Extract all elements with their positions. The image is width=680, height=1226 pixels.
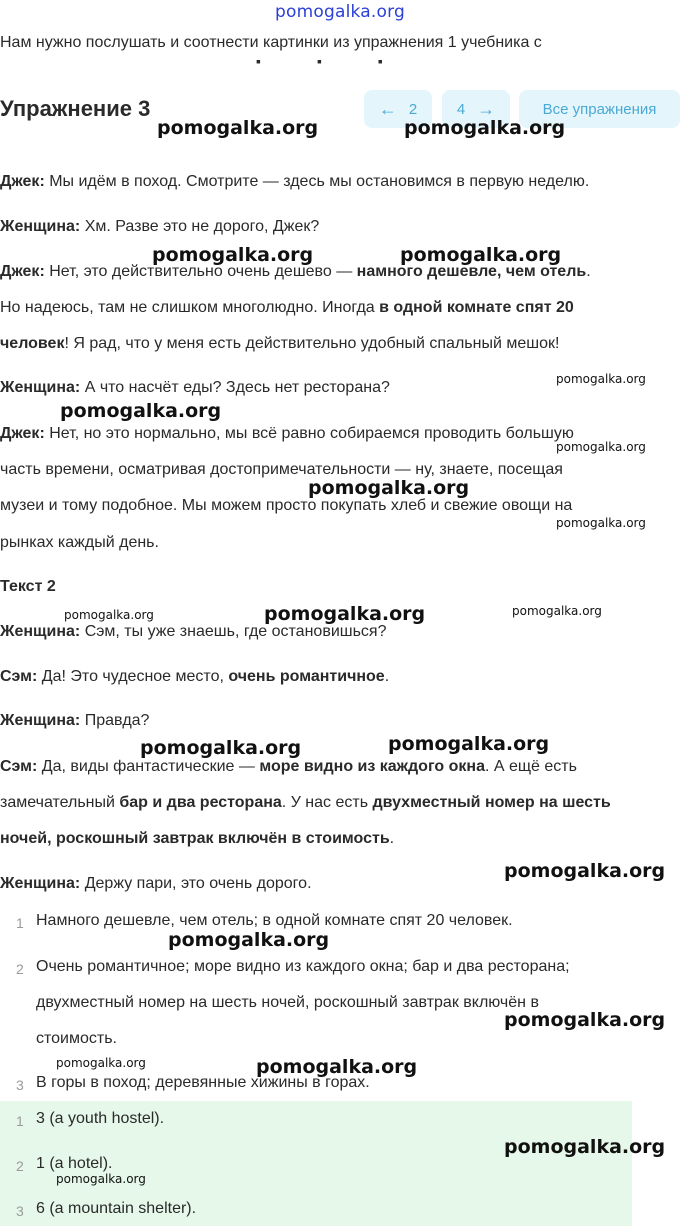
dialog-text: Но надеюсь, там не слишком многолюдно. Иногда [0, 299, 380, 316]
arrow-left-icon: ← [378, 98, 397, 119]
watermark: pomogalka.org [256, 1056, 418, 1078]
watermark: pomogalka.org [556, 516, 646, 530]
speaker-name: Сэм: [0, 668, 38, 685]
dialog-text: . У нас есть [281, 794, 373, 811]
next-exercise-label: 4 [456, 100, 466, 118]
intro-text: Нам нужно послушать и соотнести картинки из упражнения 1 учебника с [0, 34, 542, 51]
list-item: двухместный номер на шесть ночей, роскошный завтрак включён в [36, 994, 539, 1011]
dialog-text: Держу пари, это очень дорого. [80, 875, 312, 892]
answer-box [0, 1101, 632, 1226]
list-item: Очень романтичное; море видно из каждого окна; бар и два ресторана; [36, 958, 570, 975]
section-label: Текст 2 [0, 578, 56, 595]
exercise-title: Упражнение 3 [0, 96, 151, 121]
speaker-name: Джек: [0, 173, 45, 190]
dialog-line [0, 623, 386, 641]
speaker-name: Сэм: [0, 758, 38, 775]
watermark: pomogalka.org [264, 603, 426, 625]
highlight-text: бар и два ресторана [119, 794, 282, 811]
highlight-text: намного дешевле, чем отель [356, 263, 587, 280]
dialog-line [0, 758, 577, 776]
site-logo[interactable]: pomogalka.org [275, 2, 405, 22]
watermark: pomogalka.org [64, 608, 154, 622]
dialog-text: рынках каждый день. [0, 534, 159, 551]
answer-number: 3 [16, 1203, 24, 1219]
dialog-text: Да, виды фантастические — [37, 758, 260, 775]
list-number: 2 [16, 961, 24, 977]
dialog-line [0, 794, 611, 812]
watermark: pomogalka.org [404, 117, 566, 139]
dialog-text: . А ещё есть [484, 758, 577, 775]
speaker-name: Женщина: [0, 712, 81, 729]
dialog-text: Да! Это чудесное место, [37, 668, 229, 685]
list-number: 1 [16, 915, 24, 931]
dialog-line [0, 712, 149, 730]
dialog-line [0, 875, 312, 893]
watermark: pomogalka.org [388, 733, 550, 755]
dialog-line [0, 299, 574, 317]
watermark: pomogalka.org [157, 117, 319, 139]
answer-number: 2 [16, 1158, 24, 1174]
dialog-line [0, 425, 574, 443]
watermark: pomogalka.org [512, 604, 602, 618]
dialog-text: ! Я рад, что у меня есть действительно удобный спальный мешок! [64, 335, 560, 352]
highlight-text: море видно из каждого окна [259, 758, 485, 775]
speaker-name: Женщина: [0, 218, 81, 235]
dialog-text: замечательный [0, 794, 120, 811]
dialog-line [0, 668, 389, 686]
watermark: pomogalka.org [556, 440, 646, 454]
highlight-text: двухместный номер на шесть [372, 794, 611, 811]
highlight-text: человек [0, 335, 65, 352]
dialog-text: А что насчёт еды? Здесь нет ресторана? [80, 379, 390, 396]
watermark: pomogalka.org [56, 1056, 146, 1070]
watermark: pomogalka.org [504, 1136, 666, 1158]
dialog-line [0, 218, 319, 236]
dialog-text: . [384, 668, 390, 685]
prev-exercise-label: 2 [408, 100, 418, 118]
list-number: 3 [16, 1077, 24, 1093]
watermark: pomogalka.org [504, 860, 666, 882]
watermark: pomogalka.org [60, 400, 222, 422]
watermark: pomogalka.org [556, 372, 646, 386]
dialog-text: Мы идём в поход. Смотрите — здесь мы остановимся в первую неделю. [44, 173, 590, 190]
highlight-text: в одной комнате спят 20 [379, 299, 574, 316]
speaker-name: Женщина: [0, 379, 81, 396]
list-item: В горы в поход; деревянные хижины в горах. [36, 1074, 370, 1091]
watermark: pomogalka.org [308, 477, 470, 499]
dialog-text: Сэм, ты уже знаешь, где остановишься? [80, 623, 387, 640]
watermark: pomogalka.org [152, 244, 314, 266]
dialog-text: музеи и тому подобное. Мы можем просто покупать хлеб и свежие овощи на [0, 497, 573, 514]
dialog-line [0, 461, 563, 479]
dialog-text: Правда? [80, 712, 150, 729]
dialog-text: часть времени, осматривая достопримечательности — ну, знаете, посещая [0, 461, 563, 478]
answer-item: 1 (a hotel). [36, 1155, 113, 1172]
intro-text-cut-line: ▪▪▪ [256, 53, 439, 69]
speaker-name: Джек: [0, 425, 45, 442]
answer-item: 3 (a youth hostel). [36, 1110, 165, 1127]
all-exercises-label: Все упражнения [542, 100, 657, 118]
arrow-right-icon: → [477, 98, 496, 119]
dialog-text: Хм. Разве это не дорого, Джек? [80, 218, 320, 235]
dialog-line [0, 379, 390, 397]
highlight-text: ночей, роскошный завтрак включён в стоимость [0, 830, 390, 847]
dialog-line [0, 173, 589, 191]
dialog-text: . [389, 830, 395, 847]
dialog-line [0, 335, 559, 353]
watermark: pomogalka.org [140, 737, 302, 759]
watermark: pomogalka.org [400, 244, 562, 266]
dialog-text: Нет, но это нормально, мы всё равно собираемся проводить большую [44, 425, 574, 442]
speaker-name: Женщина: [0, 623, 81, 640]
speaker-name: Джек: [0, 263, 45, 280]
answer-number: 1 [16, 1113, 24, 1129]
list-item: стоимость. [36, 1030, 117, 1047]
dialog-line [0, 497, 572, 515]
watermark: pomogalka.org [168, 929, 330, 951]
dialog-line [0, 830, 394, 848]
speaker-name: Женщина: [0, 875, 81, 892]
highlight-text: очень романтичное [228, 668, 385, 685]
dialog-text: . [586, 263, 591, 280]
dialog-line [0, 534, 159, 552]
list-item: Намного дешевле, чем отель; в одной комнате спят 20 человек. [36, 912, 513, 929]
answer-item: 6 (a mountain shelter). [36, 1200, 197, 1217]
watermark: pomogalka.org [504, 1009, 666, 1031]
watermark: pomogalka.org [56, 1172, 146, 1186]
dialog-text: Нет, это действительно очень дешево — [44, 263, 357, 280]
